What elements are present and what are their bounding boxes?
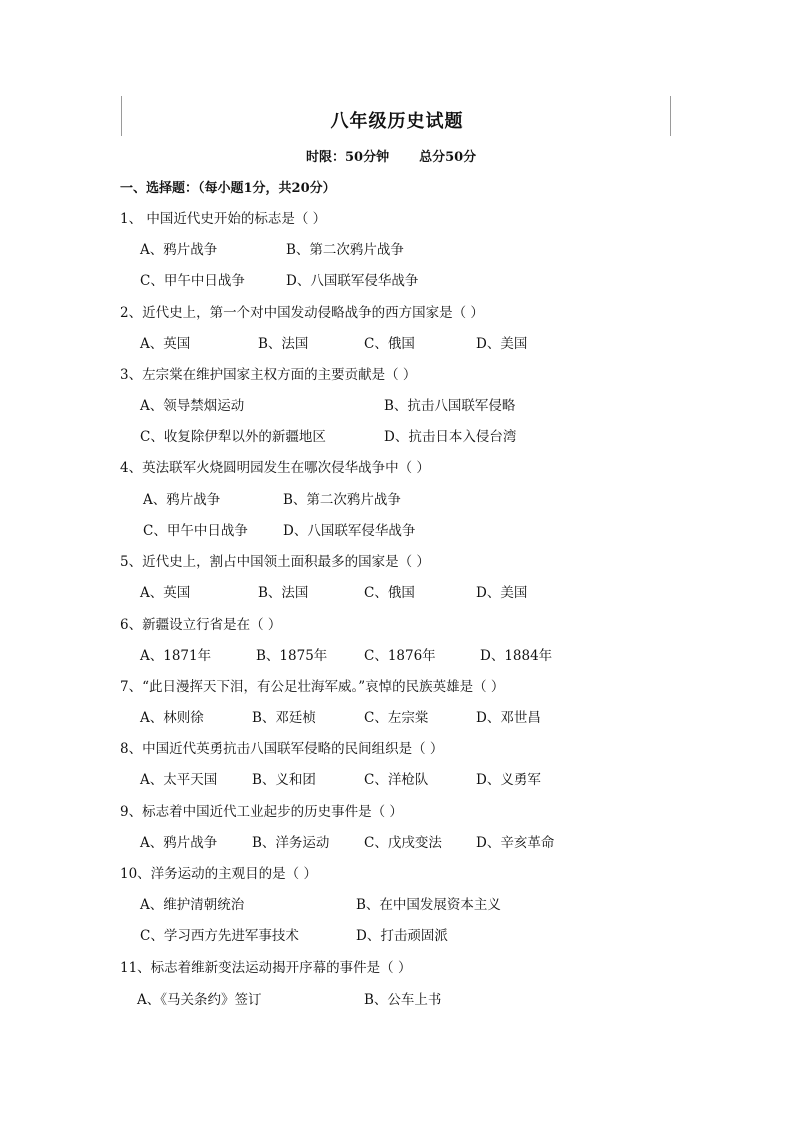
q10-option-c: C、学习西方先进军事技术 <box>140 928 299 944</box>
q10-option-d: D、打击顽固派 <box>356 928 448 944</box>
q7-option-b: B、邓廷桢 <box>252 710 316 726</box>
question-7: 7、“此日漫挥天下泪，有公足壮海军威。”哀悼的民族英雄是（ ） <box>120 679 505 695</box>
q6-option-c: C、1876年 <box>364 648 436 664</box>
q9-option-c: C、戊戌变法 <box>364 835 442 851</box>
q5-option-d: D、美国 <box>476 585 528 601</box>
q9-option-d: D、辛亥革命 <box>476 835 555 851</box>
exam-meta <box>306 146 476 165</box>
q5-option-c: C、俄国 <box>364 585 415 601</box>
question-1: 1、 中国近代史开始的标志是（ ） <box>120 211 327 227</box>
q11-option-a: A、《马关条约》签订 <box>137 992 262 1008</box>
q3-option-b: B、抗击八国联军侵略 <box>384 398 516 414</box>
q1-option-b: B、第二次鸦片战争 <box>286 242 404 258</box>
q8-option-c: C、洋枪队 <box>364 772 429 788</box>
q8-option-d: D、义勇军 <box>476 772 541 788</box>
q1-option-c: C、甲午中日战争 <box>140 273 245 289</box>
q3-option-d: D、抗击日本入侵台湾 <box>384 429 517 445</box>
q4-option-a: A、鸦片战争 <box>143 492 221 508</box>
question-6: 6、新疆设立行省是在（ ） <box>120 617 282 633</box>
q4-option-d: D、八国联军侵华战争 <box>283 523 416 539</box>
question-9: 9、标志着中国近代工业起步的历史事件是（ ） <box>120 804 403 820</box>
q7-option-a: A、林则徐 <box>140 710 204 726</box>
q3-option-a: A、领导禁烟运动 <box>140 398 245 414</box>
q9-option-a: A、鸦片战争 <box>140 835 218 851</box>
question-5: 5、近代史上，割占中国领土面积最多的国家是（ ） <box>120 554 430 570</box>
q7-option-c: C、左宗棠 <box>364 710 429 726</box>
q5-option-a: A、英国 <box>140 585 191 601</box>
q8-option-b: B、义和团 <box>252 772 316 788</box>
q3-option-c: C、收复除伊犁以外的新疆地区 <box>140 429 326 445</box>
section-heading: 一、选择题：（每小题1分，共20分） <box>120 181 336 196</box>
q4-option-c: C、甲午中日战争 <box>143 523 248 539</box>
exam-title: 八年级历史试题 <box>330 111 464 132</box>
time-limit: 时限：50分钟 <box>306 150 390 165</box>
q2-option-a: A、英国 <box>140 336 191 352</box>
q7-option-d: D、邓世昌 <box>476 710 541 726</box>
q9-option-b: B、洋务运动 <box>252 835 330 851</box>
q6-option-d: D、1884年 <box>480 648 553 664</box>
q6-option-b: B、1875年 <box>256 648 328 664</box>
question-2: 2、近代史上，第一个对中国发动侵略战争的西方国家是（ ） <box>120 305 484 321</box>
q6-option-a: A、1871年 <box>140 648 212 664</box>
question-3: 3、左宗棠在维护国家主权方面的主要贡献是（ ） <box>120 367 417 383</box>
q1-option-d: D、八国联军侵华战争 <box>286 273 419 289</box>
q2-option-b: B、法国 <box>258 336 309 352</box>
q1-option-a: A、鸦片战争 <box>140 242 218 258</box>
q4-option-b: B、第二次鸦片战争 <box>283 492 401 508</box>
q2-option-d: D、美国 <box>476 336 528 352</box>
q5-option-b: B、法国 <box>258 585 309 601</box>
q8-option-a: A、太平天国 <box>140 772 218 788</box>
q10-option-a: A、维护清朝统治 <box>140 897 245 913</box>
q10-option-b: B、在中国发展资本主义 <box>356 897 501 913</box>
question-11: 11、标志着维新变法运动揭开序幕的事件是（ ） <box>120 960 412 976</box>
q11-option-b: B、公车上书 <box>364 992 442 1008</box>
q2-option-c: C、俄国 <box>364 336 415 352</box>
question-8: 8、中国近代英勇抗击八国联军侵略的民间组织是（ ） <box>120 741 444 757</box>
question-4: 4、英法联军火烧圆明园发生在哪次侵华战争中（ ） <box>120 460 430 476</box>
total-score: 总分50分 <box>419 150 477 165</box>
question-10: 10、洋务运动的主观目的是（ ） <box>120 866 317 882</box>
